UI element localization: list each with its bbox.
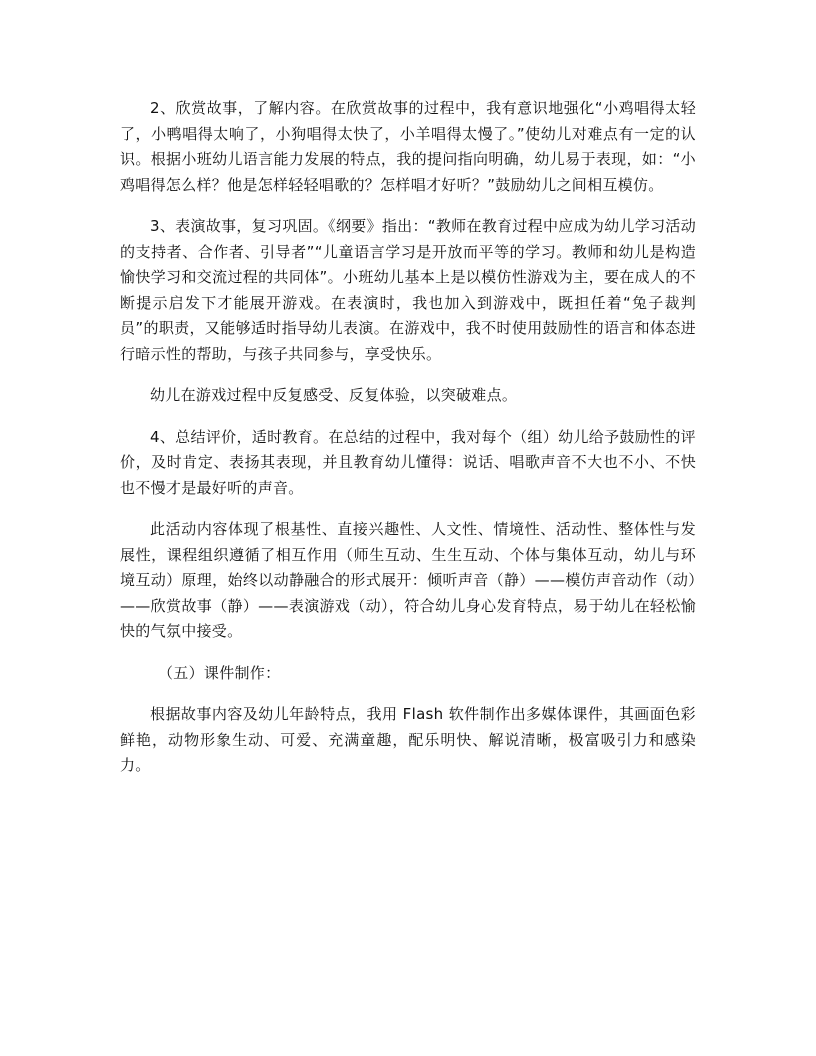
paragraph-activity-reflection: 此活动内容体现了根基性、直接兴趣性、人文性、情境性、活动性、整体性与发展性，课程组织遵循了相互作用（师生互动、生生互动、个体与集体互动，幼儿与环境互动）原理，始终以动静融合的形式展开：倾听声音（静）——模仿声音动作（动）——欣赏故事（静）——表演游戏（动），符合幼儿身心发育特点，易于幼儿在轻松愉快的气氛中接受。 [120, 520, 696, 640]
paragraph-perform-story: 3、表演故事，复习巩固。《纲要》指出：“教师在教育过程中应成为幼儿学习活动的支持者、合作者、引导者”“儿童语言学习是开放而平等的学习。教师和幼儿是构造愉快学习和交流过程的共同体”。小班幼儿基本上是以模仿性游戏为主，要在成人的不断提示启发下才能展开游戏。在表演时，我也加入到游戏中，既担任着“兔子裁判员”的职责，又能够适时指导幼儿表演。在游戏中，我不时使用鼓励性的语言和体态进行暗示性的帮助，与孩子共同参与，享受快乐。 [120, 217, 696, 363]
section-heading-courseware: （五）课件制作： [158, 663, 281, 682]
document-page [120, 96, 696, 795]
paragraph-summary-evaluation: 4、总结评价，适时教育。在总结的过程中，我对每个（组）幼儿给予鼓励性的评价，及时肯定、表扬其表现，并且教育幼儿懂得：说话、唱歌声音不大也不小、不快也不慢才是最好听的声音。 [120, 427, 696, 497]
paragraph-appreciate-story: 2、欣赏故事，了解内容。在欣赏故事的过程中，我有意识地强化“小鸡唱得太轻了，小鸭唱得太响了，小狗唱得太快了，小羊唱得太慢了。”使幼儿对难点有一定的认识。根据小班幼儿语言能力发展的特点，我的提问指向明确，幼儿易于表现，如：“小鸡唱得怎么样？他是怎样轻轻唱歌的？怎样唱才好听？”鼓励幼儿之间相互模仿。 [120, 99, 696, 194]
paragraph-courseware: 根据故事内容及幼儿年龄特点，我用 Flash 软件制作出多媒体课件，其画面色彩鲜艳，动物形象生动、可爱、充满童趣，配乐明快、解说清晰，极富吸引力和感染力。 [120, 705, 696, 774]
paragraph-breakthrough: 幼儿在游戏过程中反复感受、反复体验，以突破难点。 [150, 386, 518, 404]
